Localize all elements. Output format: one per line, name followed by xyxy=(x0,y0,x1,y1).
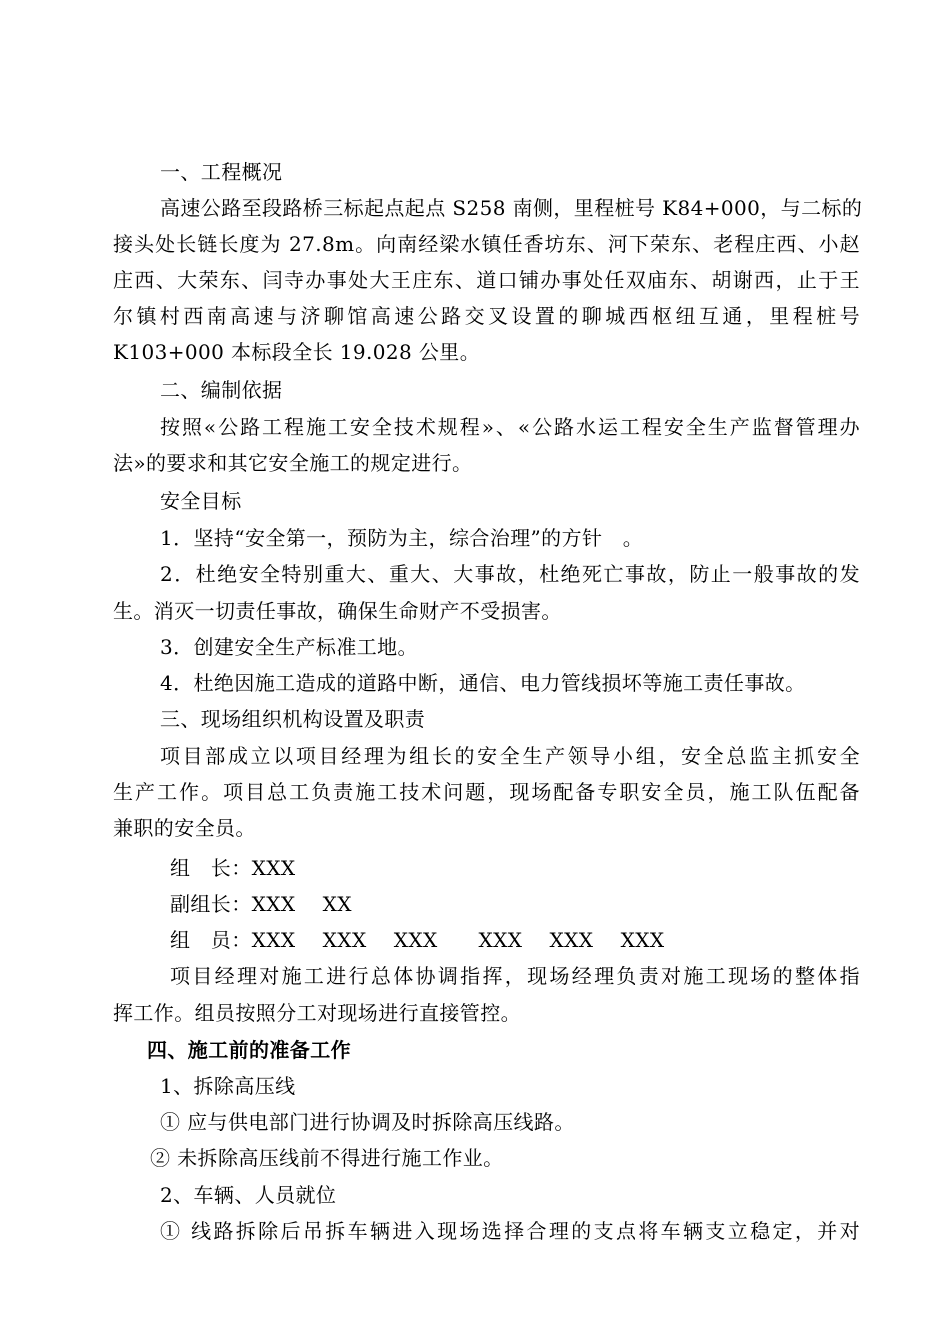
sub-heading-vehicles-personnel: 2、车辆、人员就位 xyxy=(160,1183,337,1207)
high-voltage-item-2: ② 未拆除高压线前不得进行施工作业。 xyxy=(150,1146,504,1170)
section-3-para2-line-2: 挥工作。组员按照分工对现场进行直接管控。 xyxy=(113,1001,521,1025)
goal-item-2-line-2: 生。消灭一切责任事故，确保生命财产不受损害。 xyxy=(113,599,562,623)
section-1-line-5: K103+000 本标段全长 19.028 公里。 xyxy=(113,340,481,364)
section-1-heading: 一、工程概况 xyxy=(160,160,283,184)
section-1-line-2: 接头处长链长度为 27.8m。向南经梁水镇任香坊东、河下荣东、老程庄西、小赵 xyxy=(113,232,860,256)
members-line: 组 员：XXX XXX XXX XXX XXX XXX xyxy=(170,928,665,952)
section-2-line-2: 法»的要求和其它安全施工的规定进行。 xyxy=(113,451,473,475)
section-2-heading: 二、编制依据 xyxy=(160,378,283,402)
section-2-line-1: 按照«公路工程施工安全技术规程»、«公路水运工程安全生产监督管理办 xyxy=(160,415,860,439)
goals-heading: 安全目标 xyxy=(160,489,242,513)
sub-heading-remove-high-voltage: 1、拆除高压线 xyxy=(160,1074,296,1098)
section-3-heading: 三、现场组织机构设置及职责 xyxy=(160,707,426,731)
vehicles-item-1: ① 线路拆除后吊拆车辆进入现场选择合理的支点将车辆支立稳定，并对 xyxy=(160,1219,860,1243)
section-1-line-1: 高速公路至段路桥三标起点起点 S258 南侧，里程桩号 K84+000，与二标的 xyxy=(160,196,863,220)
section-3-para2-line-1: 项目经理对施工进行总体协调指挥，现场经理负责对施工现场的整体指 xyxy=(170,964,860,988)
deputy-leader-line: 副组长：XXX XX xyxy=(170,892,352,916)
goal-item-4: 4．杜绝因施工造成的道路中断，通信、电力管线损坏等施工责任事故。 xyxy=(160,671,806,695)
section-1-line-3: 庄西、大荣东、闫寺办事处大王庄东、道口铺办事处任双庙东、胡谢西，止于王 xyxy=(113,268,860,292)
section-1-line-4: 尔镇村西南高速与济聊馆高速公路交叉设置的聊城西枢纽互通，里程桩号 xyxy=(113,304,860,328)
goal-item-3: 3．创建安全生产标准工地。 xyxy=(160,635,418,659)
section-4-heading: 四、施工前的准备工作 xyxy=(147,1038,351,1062)
high-voltage-item-1: ① 应与供电部门进行协调及时拆除高压线路。 xyxy=(160,1110,575,1134)
leader-line: 组 长：XXX xyxy=(170,856,296,880)
goal-item-2-line-1: 2．杜绝安全特别重大、重大、大事故，杜绝死亡事故，防止一般事故的发 xyxy=(160,562,860,586)
section-3-line-3: 兼职的安全员。 xyxy=(113,816,256,840)
section-3-line-1: 项目部成立以项目经理为组长的安全生产领导小组，安全总监主抓安全 xyxy=(160,744,860,768)
goal-item-1: 1．坚持“安全第一，预防为主，综合治理”的方针 。 xyxy=(160,526,644,550)
section-3-line-2: 生产工作。项目总工负责施工技术问题，现场配备专职安全员，施工队伍配备 xyxy=(113,780,860,804)
